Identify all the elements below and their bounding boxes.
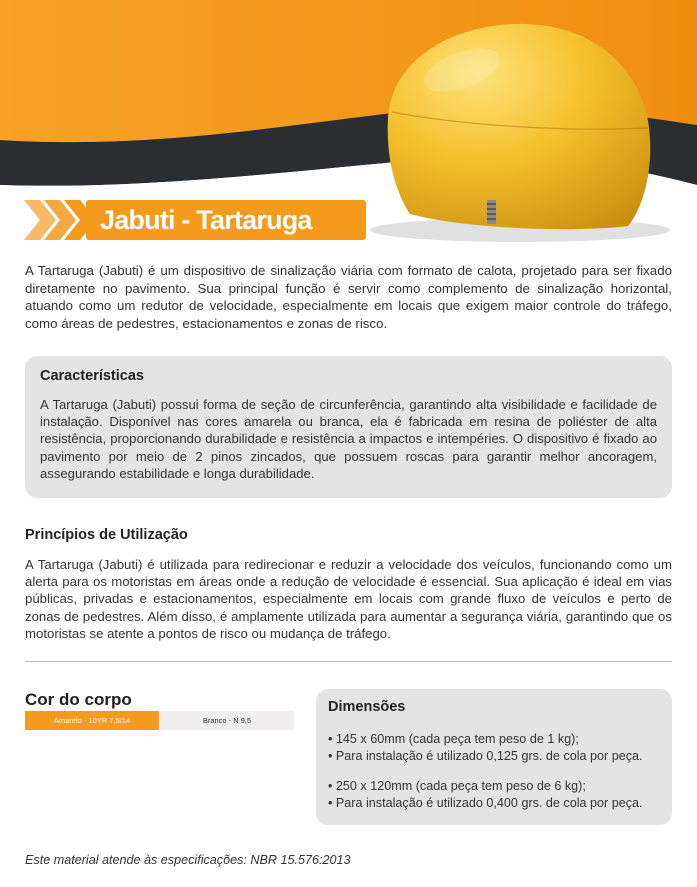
section-divider [25,661,672,662]
principios-text: A Tartaruga (Jabuti) é utilizada para redirecionar e reduzir a velocidade dos veículos, funcionando como um alerta para os motoristas em áreas onde a redução de velocidade é essencial. Sua aplicação é ideal em vias públicas, privadas e estacionamentos, especialmente em locais com grande fluxo de veículos e perto de zonas de pedestres. Além disso, é amplamente utilizada para aumentar a segurança viária, garantindo que os motoristas se atente a pontos de risco ou mudança de tráfego. [25,557,672,641]
color-swatch-amarelo: Amarelo - 10YR 7,5/14 [25,711,159,730]
triple-chevron-right-icon [22,200,92,240]
dimensoes-line-4: • Para instalação é utilizado 0,400 grs. de cola por peça. [328,796,643,810]
caracteristicas-panel [25,356,672,498]
dimensoes-panel [316,689,672,825]
dimensoes-line-2: • Para instalação é utilizado 0,125 grs. de cola por peça. [328,749,643,763]
dimensoes-title: Dimensões [328,699,406,715]
cor-do-corpo-title: Cor do corpo [25,690,132,709]
page-title: Jabuti - Tartaruga [100,204,312,235]
color-swatch-branco: Branco - N 9,5 [160,711,294,730]
title-banner [86,200,366,240]
caracteristicas-title: Características [40,368,144,384]
caracteristicas-text: A Tartaruga (Jabuti) possui forma de seção de circunferência, garantindo alta visibilidade e facilidade de instalação. Disponível nas cores amarela ou branca, ela é fabricada em resina de poliéster de alta resistência, proporcionando durabilidade e resistência a impactos e intempéries. O dispositivo é fixado ao pavimento por meio de 2 pinos zincados, que possuem roscas para garantir melhor ancoragem, assegurando estabilidade e longa durabilidade. [40,397,657,481]
dimensoes-line-3: • 250 x 120mm (cada peça tem peso de 6 kg); [328,779,586,793]
footer-note: Este material atende às especificações: NBR 15.576:2013 [25,853,351,867]
intro-paragraph: A Tartaruga (Jabuti) é um dispositivo de sinalização viária com formato de calota, projetado para ser fixado diretamente no pavimento. Sua principal função é servir como complemento de sinalização horizontal, atuando como um redutor de velocidade, especialmente em locais que exigem maior controle do tráfego, como áreas de pedestres, estacionamentos e zonas de risco. [25,263,672,331]
principios-title: Princípios de Utilização [25,527,188,543]
dimensoes-line-1: • 145 x 60mm (cada peça tem peso de 1 kg); [328,732,579,746]
